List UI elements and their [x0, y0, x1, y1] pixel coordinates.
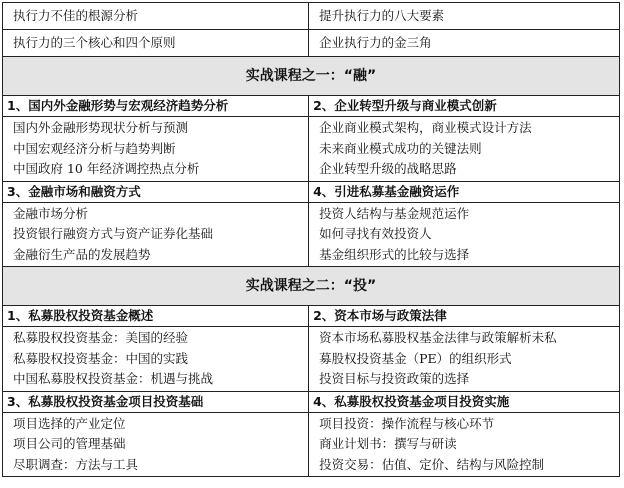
intro-cell: 提升执行力的八大要素: [309, 3, 620, 30]
topic-items: [3, 202, 309, 267]
list-item: 金融衍生产品的发展趋势: [13, 246, 151, 262]
list-item: 尽职调查：方法与工具: [13, 456, 139, 472]
list-item: 金融市场分析: [13, 205, 89, 221]
topic-items-row: [3, 202, 620, 267]
topic-items: [309, 327, 620, 392]
intro-row-2: [3, 30, 620, 57]
topic-items-row: [3, 117, 620, 182]
list-item: 项目选择的产业定位: [13, 415, 126, 431]
list-item: 投资交易：估值、定价、结构与风险控制: [319, 456, 545, 472]
section-header-rong: [3, 57, 620, 96]
list-item: 项目公司的管理基础: [13, 436, 126, 451]
list-item: 如何寻找有效投资人: [319, 226, 432, 241]
list-item: 企业商业模式架构，商业模式设计方法: [319, 120, 532, 135]
list-item: 中国私募股权投资基金：机遇与挑战: [13, 371, 214, 386]
topic-items: [309, 412, 620, 477]
topic-items: [309, 202, 620, 267]
topic-heading: 3、私募股权投资基金项目投资基础: [3, 391, 309, 412]
topic-items: [3, 412, 309, 477]
list-item: 项目投资：操作流程与核心环节: [319, 415, 495, 431]
list-item: 未来商业模式成功的关键法则: [319, 140, 482, 156]
intro-cell: 企业执行力的金三角: [309, 30, 620, 57]
topic-heading-row: [3, 306, 620, 327]
section-title: 实战课程之二：“投”: [3, 267, 620, 306]
section-header-tou: [3, 267, 620, 306]
topic-items: [309, 117, 620, 182]
topic-heading: 4、私募股权投资基金项目投资实施: [309, 391, 620, 412]
intro-cell: 执行力的三个核心和四个原则: [3, 30, 309, 57]
list-item: 投资银行融资方式与资产证券化基础: [13, 226, 214, 241]
topic-heading: 1、国内外金融形势与宏观经济趋势分析: [3, 96, 309, 117]
topic-items: [3, 117, 309, 182]
list-item: 募股权投资基金（PE）的组织形式: [319, 350, 512, 366]
topic-heading: 1、私募股权投资基金概述: [3, 306, 309, 327]
topic-heading-row: [3, 391, 620, 412]
list-item: 投资人结构与基金规范运作: [319, 205, 470, 221]
list-item: 商业计划书：撰写与研读: [319, 436, 457, 451]
topic-items-row: [3, 327, 620, 392]
intro-cell: 执行力不佳的根源分析: [3, 3, 309, 30]
section-title: 实战课程之一：“融”: [3, 57, 620, 96]
list-item: 基金组织形式的比较与选择: [319, 246, 470, 262]
list-item: 资本市场私募股权基金法律与政策解析未私: [319, 330, 557, 345]
list-item: 中国宏观经济分析与趋势判断: [13, 140, 176, 156]
list-item: 投资目标与投资政策的选择: [319, 371, 470, 386]
topic-heading: 3、金融市场和融资方式: [3, 181, 309, 202]
topic-heading: 2、资本市场与政策法律: [309, 306, 620, 327]
list-item: 私募股权投资基金：中国的实践: [13, 350, 189, 366]
topic-items-row: [3, 412, 620, 477]
topic-heading: 2、企业转型升级与商业模式创新: [309, 96, 620, 117]
topic-heading-row: [3, 96, 620, 117]
list-item: 国内外金融形势现状分析与预测: [13, 120, 189, 135]
intro-row-1: [3, 3, 620, 30]
list-item: 私募股权投资基金：美国的经验: [13, 330, 189, 345]
topic-items: [3, 327, 309, 392]
list-item: 中国政府 10 年经济调控热点分析: [13, 161, 200, 176]
course-outline-table: [2, 2, 620, 477]
topic-heading-row: [3, 181, 620, 202]
list-item: 企业转型升级的战略思路: [319, 161, 457, 176]
topic-heading: 4、引进私募基金融资运作: [309, 181, 620, 202]
